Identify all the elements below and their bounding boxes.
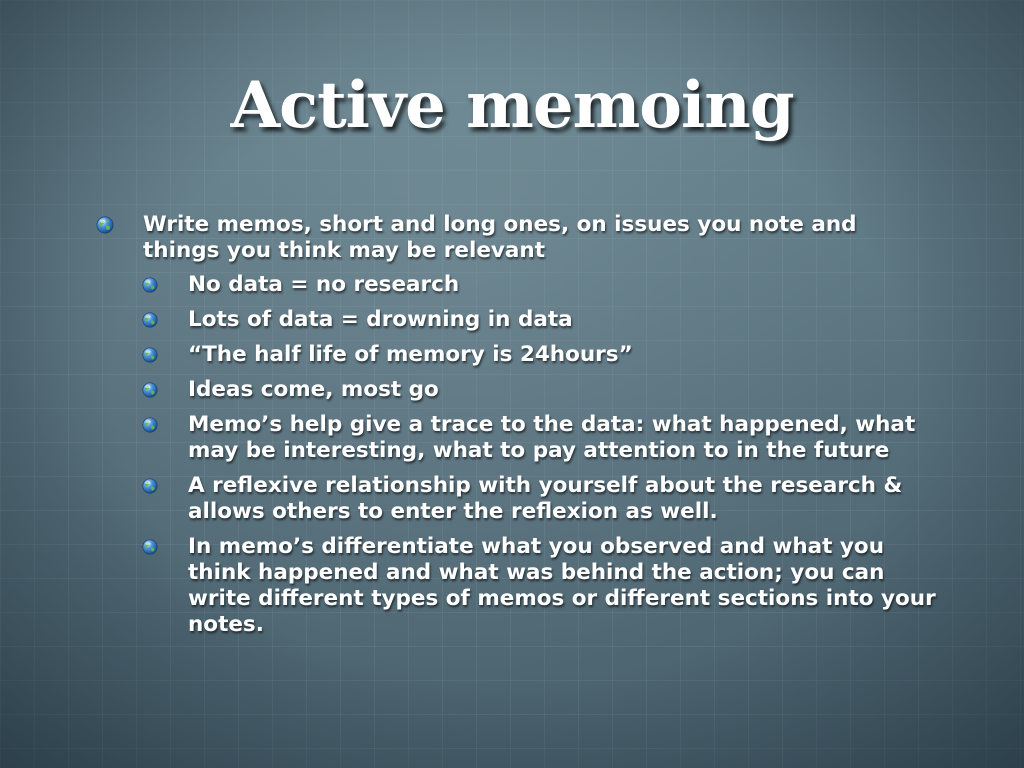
globe-bullet-icon — [142, 277, 158, 293]
bullet-item — [96, 212, 936, 264]
sub-bullet-text: Lots of data = drowning in data — [188, 307, 573, 332]
globe-bullet-icon — [142, 382, 158, 398]
sub-bullet-text: A reflexive relationship with yourself about the research & allows others to enter the reflexion as well. — [188, 473, 903, 524]
sub-bullet-text: Memo’s help give a trace to the data: what happened, what may be interesting, what to pay attention to in the future — [188, 412, 916, 463]
globe-bullet-icon — [142, 478, 158, 494]
globe-bullet-icon — [96, 216, 114, 234]
sub-bullet-item — [96, 473, 936, 525]
slide-title: Active memoing — [230, 68, 794, 143]
sub-bullet-text: “The half life of memory is 24hours” — [188, 342, 633, 367]
sub-bullet-item — [96, 342, 936, 368]
sub-bullet-text: In memo’s differentiate what you observed and what you think happened and what was behind the action; you can write different types of memos or different sections into your notes. — [188, 534, 936, 637]
sub-bullet-item — [96, 272, 936, 298]
sub-bullet-text: No data = no research — [188, 272, 460, 297]
bullet-list — [96, 212, 936, 647]
sub-bullet-text: Ideas come, most go — [188, 377, 439, 402]
sub-bullet-item — [96, 412, 936, 464]
bullet-text: Write memos, short and long ones, on issues you note and things you think may be relevant — [143, 212, 857, 263]
globe-bullet-icon — [142, 417, 158, 433]
globe-bullet-icon — [142, 312, 158, 328]
sub-bullet-item — [96, 534, 936, 638]
sub-bullet-item — [96, 377, 936, 403]
sub-bullet-item — [96, 307, 936, 333]
globe-bullet-icon — [142, 539, 158, 555]
globe-bullet-icon — [142, 347, 158, 363]
